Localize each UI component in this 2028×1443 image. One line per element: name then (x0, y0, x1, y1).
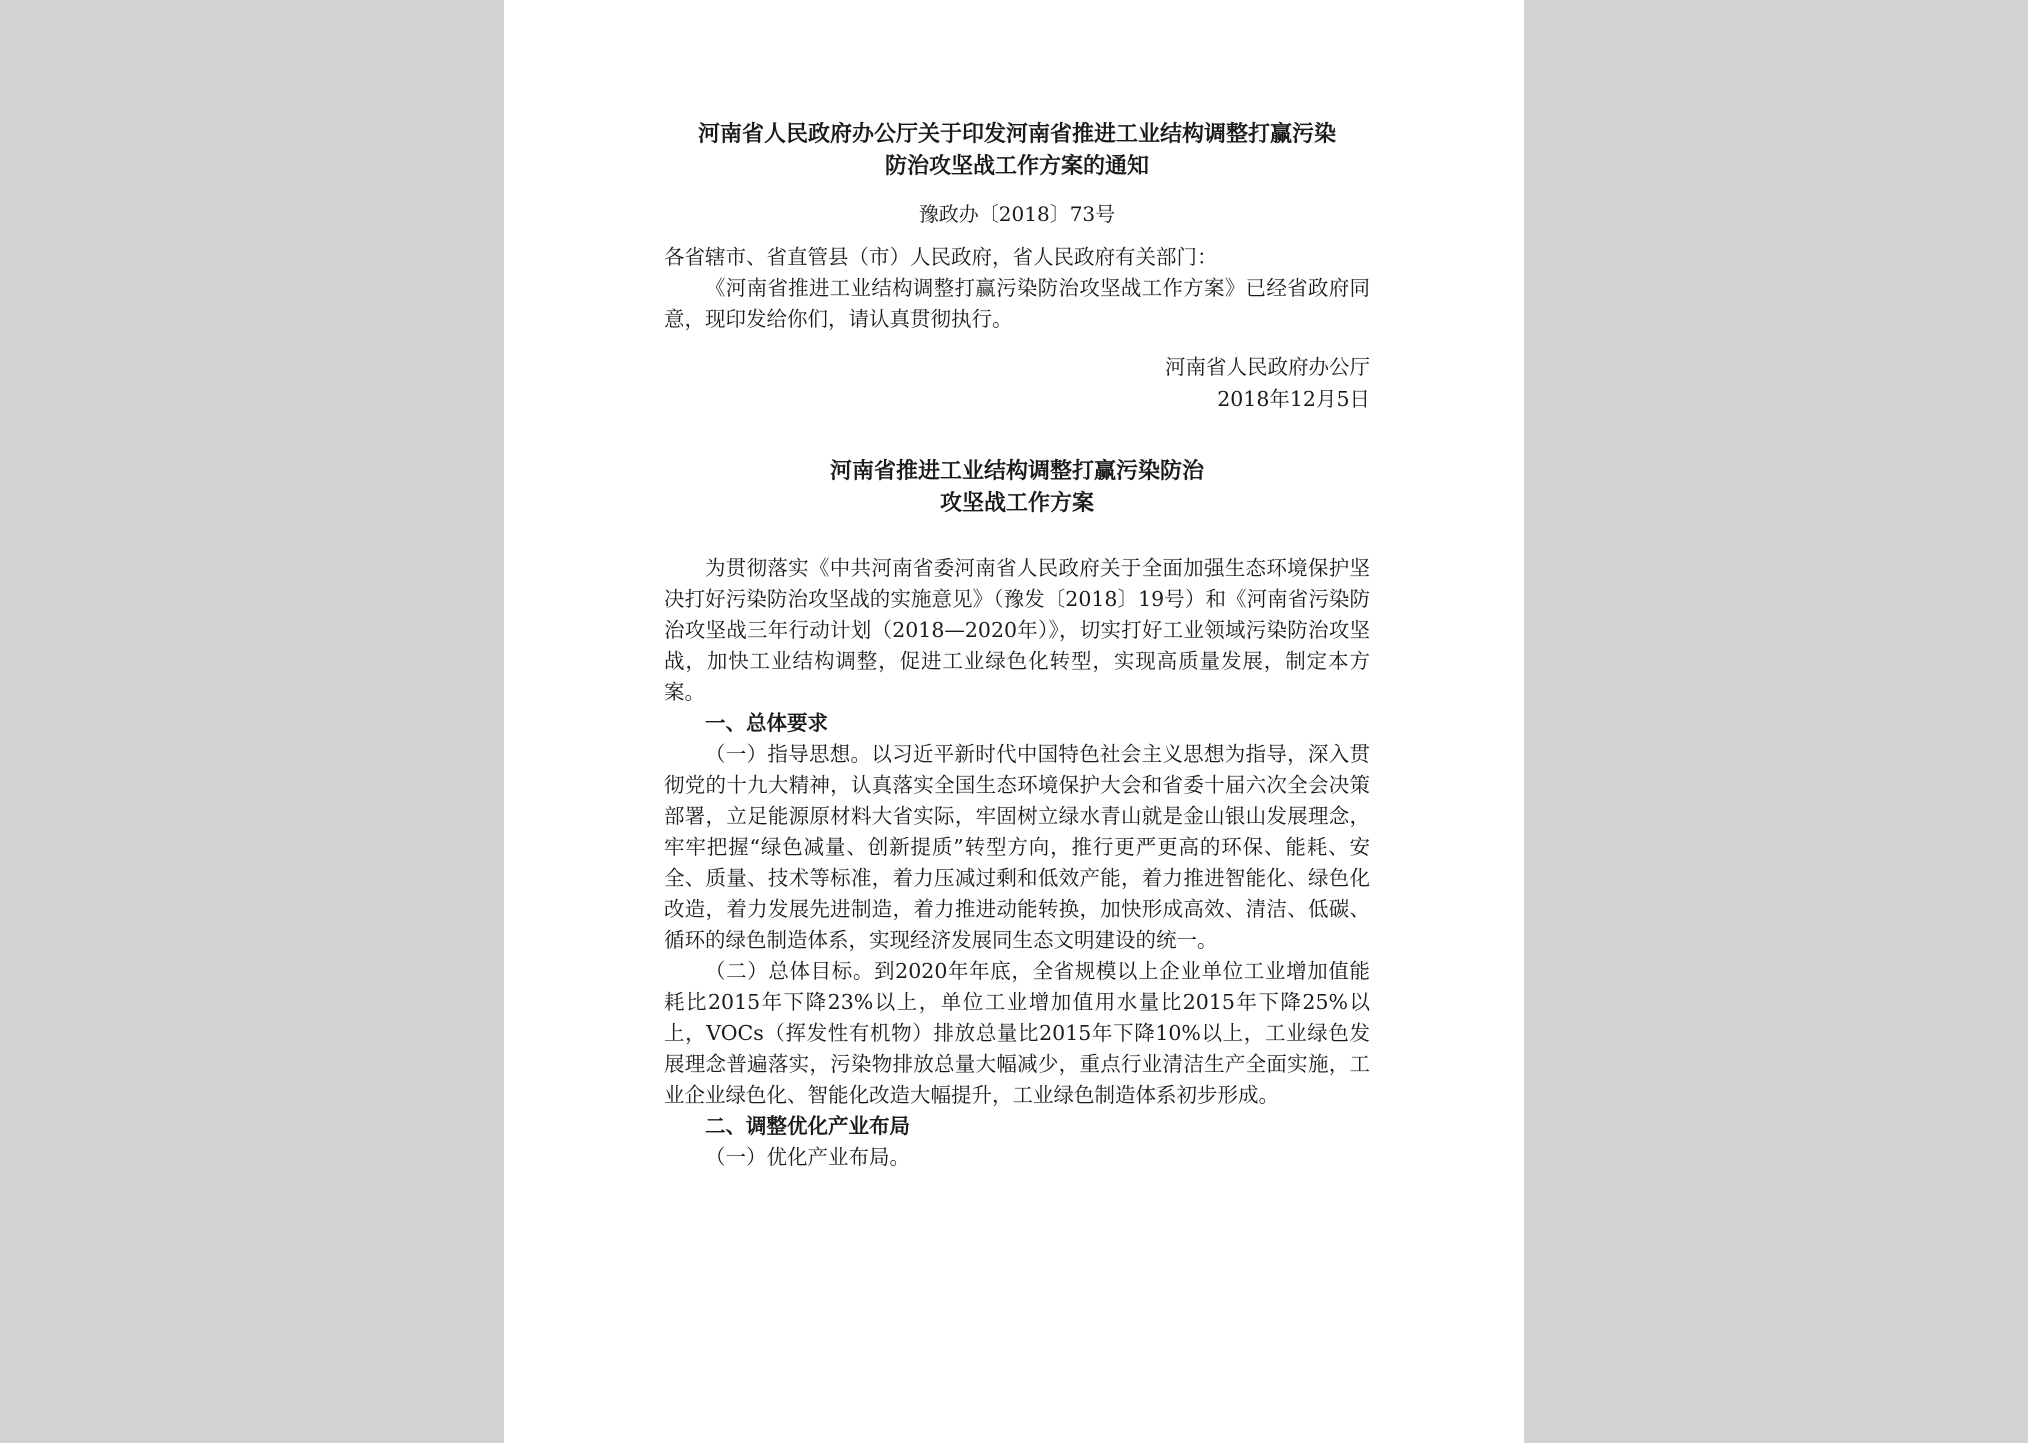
notice-title-line1: 河南省人民政府办公厅关于印发河南省推进工业结构调整打赢污染 (697, 121, 1336, 147)
notice-body: 《河南省推进工业结构调整打赢污染防治攻坚战工作方案》已经省政府同意，现印发给你们，请认真贯彻执行。 (664, 276, 1370, 331)
plan-title-line1: 河南省推进工业结构调整打赢污染防治 (829, 458, 1204, 484)
section1-heading: 一、总体要求 (705, 711, 828, 735)
section1-guiding-thought: （一）指导思想。以习近平新时代中国特色社会主义思想为指导，深入贯彻党的十九大精神，认真落实全国生态环境保护大会和省委十届六次全会决策部署，立足能源原材料大省实际，牢固树立绿水青山就是金山银山发展理念，牢牢把握“绿色减量、创新提质”转型方向，推行更严更高的环保、能耗、安全、质量、技术等标准，着力压减过剩和低效产能，着力推进智能化、绿色化改造，着力发展先进制造，着力推进动能转换，加快形成高效、清洁、低碳、循环的绿色制造体系，实现经济发展同生态文明建设的统一。 (664, 742, 1370, 952)
document-number: 豫政办〔2018〕73号 (918, 202, 1116, 226)
plan-title (664, 455, 1370, 519)
document-page (504, 0, 1524, 1443)
notice-title-line2: 防治攻坚战工作方案的通知 (884, 153, 1149, 179)
section1-overall-goal: （二）总体目标。到2020年年底，全省规模以上企业单位工业增加值能耗比2015年下降23%以上，单位工业增加值用水量比2015年下降25%以上，VOCs（挥发性有机物）排放总量比2015年下降10%以上，工业绿色发展理念普遍落实，污染物排放总量大幅减少，重点行业清洁生产全面实施，工业企业绿色化、智能化改造大幅提升，工业绿色制造体系初步形成。 (664, 959, 1370, 1107)
plan-body (664, 553, 1370, 1173)
plan-intro: 为贯彻落实《中共河南省委河南省人民政府关于全面加强生态环境保护坚决打好污染防治攻坚战的实施意见》（豫发〔2018〕19号）和《河南省污染防治攻坚战三年行动计划（2018—2020年）》，切实打好工业领域污染防治攻坚战，加快工业结构调整，促进工业绿色化转型，实现高质量发展，制定本方案。 (664, 556, 1370, 704)
signature-date: 2018年12月5日 (1217, 387, 1370, 411)
section2-item1: （一）优化产业布局。 (705, 1145, 910, 1169)
addressee: 各省辖市、省直管县（市）人民政府，省人民政府有关部门： (664, 245, 1218, 269)
signature-block (664, 351, 1370, 415)
section2-heading: 二、调整优化产业布局 (705, 1114, 910, 1138)
document-content (664, 118, 1370, 1173)
plan-title-line2: 攻坚战工作方案 (939, 490, 1094, 516)
signature-org: 河南省人民政府办公厅 (1165, 355, 1370, 379)
